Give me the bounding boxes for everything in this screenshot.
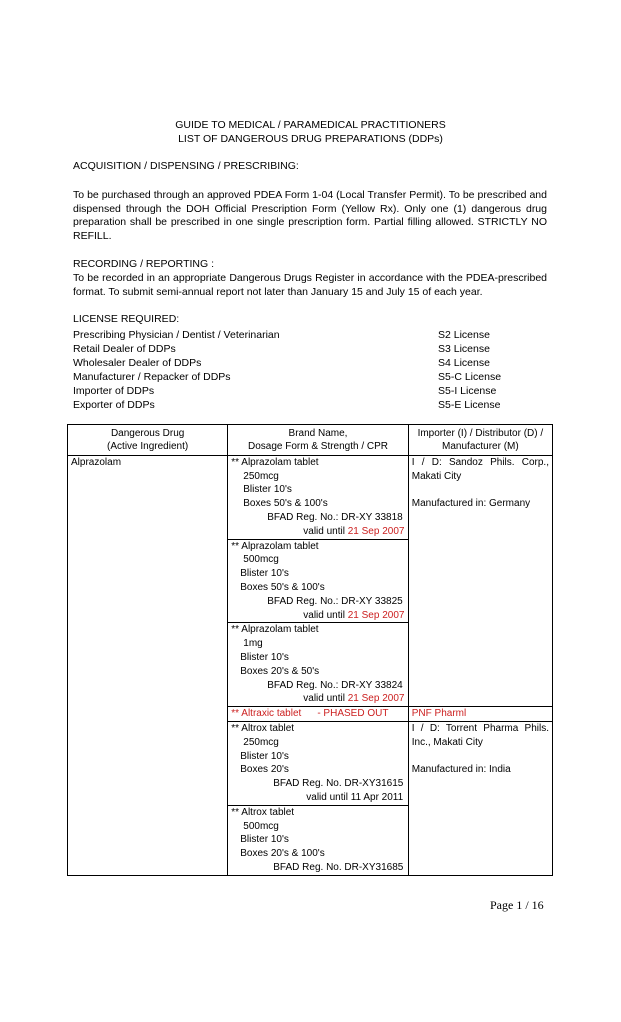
license-type: S4 License [438,357,490,369]
license-holder: Importer of DDPs [73,385,155,397]
product-reg: BFAD Reg. No.: DR-XY 33825 [267,595,403,607]
phased-out-name: ** Altraxic tablet [231,708,302,720]
table-header-row [68,425,553,456]
product-valid [231,525,404,539]
phased-out-cell [228,707,408,722]
ddp-table [67,424,553,876]
title-line-1: GUIDE TO MEDICAL / PARAMEDICAL PRACTITIONERS [175,119,446,131]
product-blister: Blister 10's [243,484,292,496]
license-type: S5-E License [438,399,501,411]
spacer [412,483,549,497]
spacer [412,750,549,764]
license-heading: LICENSE REQUIRED: [73,313,180,325]
header-text: Manufacturer (M) [442,441,519,453]
product-reg: BFAD Reg. No.: DR-XY 33818 [267,512,403,523]
header-text: (Active Ingredient) [107,441,189,453]
product-valid [231,609,404,623]
license-row [73,370,547,384]
product-name: ** Alprazolam tablet [231,624,319,636]
header-importer [408,425,552,456]
product-boxes: Boxes 20's & 100's [240,848,325,860]
valid-label: valid until [303,609,348,621]
table-row [68,455,553,539]
product-name: ** Alprazolam tablet [231,456,319,468]
product-cell [228,805,408,875]
product-strength: 250mcg [243,736,279,748]
product-cell [228,721,408,805]
product-blister: Blister 10's [240,568,289,580]
page-number: Page 1 / 16 [490,898,544,912]
phased-out-status: - PHASED OUT [317,708,389,720]
license-holder: Wholesaler Dealer of DDPs [73,357,202,369]
valid-date: 21 Sep 2007 [347,693,405,705]
product-blister: Blister 10's [240,651,289,663]
product-reg: BFAD Reg. No.: DR-XY 33824 [267,679,403,691]
product-reg: BFAD Reg. No. DR-XY31685 [273,861,404,873]
distributor-text: I / D: Sandoz Phils. Corp., Makati City [411,456,549,482]
product-reg: BFAD Reg. No. DR-XY31615 [273,778,404,790]
license-row [73,342,547,356]
license-type: S3 License [438,343,490,355]
product-blister: Blister 10's [240,750,289,762]
header-brand-name [228,425,408,456]
license-row [73,384,547,398]
distributor-cell [408,721,552,875]
product-strength: 500mcg [243,820,279,832]
product-name: ** Altrox tablet [231,722,295,734]
product-strength: 1mg [243,638,263,650]
product-name: ** Alprazolam tablet [231,540,319,552]
license-row [73,328,547,342]
distributor-cell [408,455,552,706]
header-text: Importer (I) / Distributor (D) / [417,428,544,439]
product-cell [228,539,408,623]
product-blister: Blister 10's [240,834,289,846]
product-name: ** Altrox tablet [231,806,295,818]
valid-label: valid until [303,693,348,705]
drug-name-cell [68,455,228,875]
valid-label: valid until [303,525,348,537]
license-type: S5-I License [438,385,497,397]
license-row [73,398,547,412]
license-type: S2 License [438,329,490,341]
product-strength: 250mcg [243,470,279,482]
recording-heading: RECORDING / REPORTING : [73,258,214,270]
distributor-text: I / D: Torrent Pharma Phils. Inc., Makati City [411,722,549,748]
license-holder: Manufacturer / Repacker of DDPs [73,371,231,383]
product-valid [231,692,404,706]
product-valid: valid until 11 Apr 2011 [306,791,404,803]
license-row [73,356,547,370]
product-cell [228,455,408,539]
valid-date: 21 Sep 2007 [347,525,405,537]
product-boxes: Boxes 50's & 100's [240,581,325,593]
product-cell [228,623,408,707]
license-holder: Retail Dealer of DDPs [73,343,176,355]
acquisition-body: To be purchased through an approved PDEA Form 1-04 (Local Transfer Permit). To be prescribed and dispensed through the DOH Official Prescription Form (Yellow Rx). Only one (1) dangerous drug preparation shall be prescribed in one single prescription form. Partial filling allowed. STRICTLY NO REFILL. [73,189,547,242]
header-dangerous-drug [68,425,228,456]
phased-out-product [231,707,404,721]
header-text: Dangerous Drug [110,428,185,439]
manufactured-text: Manufactured in: India [411,764,511,776]
acquisition-heading: ACQUISITION / DISPENSING / PRESCRIBING: [73,160,299,172]
phased-out-distributor: PNF Pharml [411,708,467,720]
title-line-2: LIST OF DANGEROUS DRUG PREPARATIONS (DDPs) [178,133,443,145]
license-holder: Prescribing Physician / Dentist / Veterinarian [73,329,280,341]
product-boxes: Boxes 20's & 50's [240,665,320,677]
phased-out-distributor-cell [408,707,552,722]
product-boxes: Boxes 20's [240,764,289,776]
manufactured-text: Manufactured in: Germany [411,498,531,510]
license-holder: Exporter of DDPs [73,399,155,411]
valid-date: 21 Sep 2007 [347,609,405,621]
product-boxes: Boxes 50's & 100's [243,498,328,510]
header-text: Brand Name, [288,428,348,439]
license-type: S5-C License [438,371,502,383]
recording-body: To be recorded in an appropriate Dangerous Drugs Register in accordance with the PDEA-prescribed format. To submit semi-annual report not later than January 15 and July 15 of each year. [73,272,547,298]
header-text: Dosage Form & Strength / CPR [247,441,389,453]
product-strength: 500mcg [243,554,279,566]
drug-name: Alprazolam [71,456,122,468]
